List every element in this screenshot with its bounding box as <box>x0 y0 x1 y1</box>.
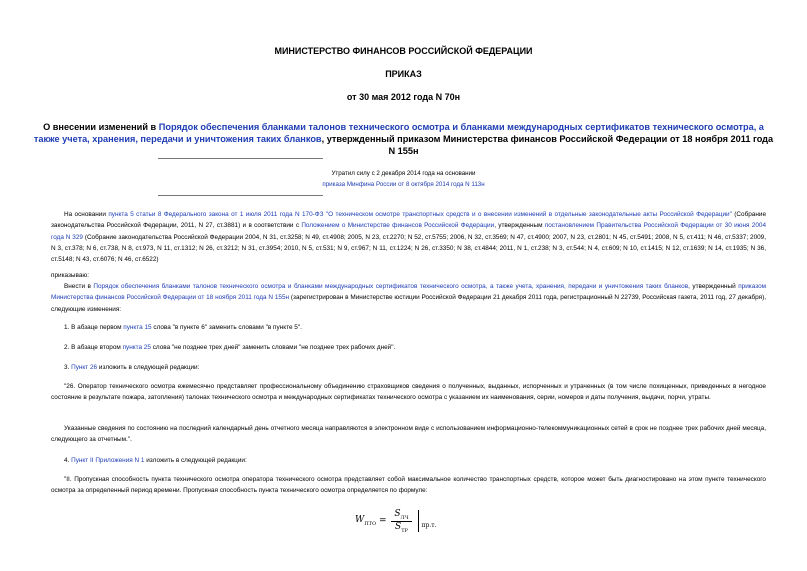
preamble-text-1: На основании <box>64 211 109 218</box>
doc-type-heading: ПРИКАЗ <box>385 69 422 79</box>
change3-text-2: изложить в следующей редакции: <box>97 364 200 371</box>
preamble-text-3: , утвержденным <box>494 222 545 230</box>
item1-link-procedure[interactable]: Порядок обеспечения бланками талонов технического осмотра и бланками международных сертификатов технического осмотра, а также учета, хранения, передачи и уничтожения таких бланков <box>93 283 689 290</box>
item1-link-order[interactable]: приказом Министерства финансов Российской Федерации от 18 ноября 2011 года N 155н <box>51 283 767 302</box>
item1-text-3: (зарегистрирован в Министерстве юстиции Российской Федерации 21 декабря 2011 года, регистрационный N 22739, Российская газета, 2011 год, 27 декабря), следующие изменения: <box>51 294 766 313</box>
change3-text-1: 3. <box>64 364 72 371</box>
repeal-note-link[interactable]: приказа Минфина России от 8 октября 2014 года N 113н <box>322 181 485 188</box>
capacity-formula: $W_{ПТО}$ = $\frac{S_{ЛЧ}}{S_{ТР}}$ пр.т. <box>355 509 437 534</box>
preamble-text-4: (Собрание законодательства Российской Федерации 2004, N 31, ст.3258; N 49, ст.4908; 2005, N 23, ст.2270; N 52, ст.5755; 2006, N 32, ст.3569; N 47, ст.4900; 2007, N 23, ст.2801; N 45, ст.5491; 2008, N 5, ст.411; N 46, ст.5337; 2009, N 3, ст.378; N 6, ст.738, N 8, ст.973, N 11, ст.1312; N 26, ст.3212; N 31, ст.3954; 2010, N 5, ст.531; N 9, ст.967; N 11, ст.1224; N 26, ст.3350; N 38, ст.4844; 2011, N 1, ст.238; N 3, ст.544; N 4, ст.609; N 10, ст.1415; N 12, ст.1639; N 14, ст.1935; N 36, ст.5148; N 43, ст.6076; N 46, ст.6522) <box>51 233 767 264</box>
quote26b-paragraph: Указанные сведения по состоянию на последний календарный день отчетного месяца направляются в электронном виде с использованием информационно-телекоммуникационных сетей в срок не позднее трех рабочих дней месяца, следующего за отчетным.". <box>51 425 766 444</box>
divider-top <box>158 158 323 159</box>
repeal-note-line1: Утратил силу с 2 декабря 2014 года на основании <box>331 170 476 177</box>
change1-text-1: 1. В абзаце первом <box>64 324 124 331</box>
item1-text-2: , утвержденный <box>688 283 739 290</box>
change2-text-1: 2. В абзаце втором <box>64 344 123 351</box>
change4-paragraph <box>51 455 766 466</box>
change2-text-2: слова "не позднее трех дней" заменить словами "не позднее трех рабочих дней". <box>150 344 396 351</box>
change2-link[interactable]: пункта 25 <box>122 344 151 351</box>
formula-lhs: $W_{ПТО}$ <box>355 515 377 528</box>
item1-paragraph <box>51 281 766 315</box>
change3-paragraph <box>51 362 766 373</box>
title-prefix: О внесении изменений в <box>43 122 159 132</box>
change4-link-item[interactable]: Пункт II <box>71 457 94 464</box>
title-suffix: , утвержденный приказом Министерства финансов Российской Федерации от 18 ноября 2011 года N 155н <box>321 134 774 156</box>
date-number-heading: от 30 мая 2012 года N 70н <box>346 92 461 102</box>
quote2-paragraph: "II. Пропускная способность пункта технического осмотра оператора технического осмотра представляет собой максимальное количество транспортных средств, которое может быть диагностировано на этом пункте технического осмотра за определенный период времени. Пропускная способность пункта технического осмотра определяется по формуле: <box>51 476 766 495</box>
preamble-link-regulation[interactable]: Положением о Министерстве финансов Российской Федерации <box>301 222 495 230</box>
preamble-paragraph <box>51 209 766 265</box>
item1-text-1: Внести в <box>64 283 94 290</box>
formula-condition: пр.т. <box>418 510 436 532</box>
preamble-link-law[interactable]: пункта 5 статьи 8 Федерального закона от 1 июля 2011 года N 170-ФЗ "О техническом осмотре транспортных средств и о внесении изменений в отдельные законодательные акты Российской Федерации" <box>108 211 732 218</box>
change1-link[interactable]: пункта 15 <box>123 324 152 331</box>
repeal-note <box>0 168 807 190</box>
change2-paragraph <box>51 342 766 353</box>
preamble-link-resolution[interactable]: постановлением Правительства Российской Федерации от 30 июня 2004 года N 329 <box>51 222 766 241</box>
divider-bottom <box>158 195 323 196</box>
quote26-paragraph: "26. Оператор технического осмотра ежемесячно представляет профессиональному объединению страховщиков сведения о полученных, выданных, испорченных и утраченных (в том числе похищенных, приведенных в негодное состояние в результате пожара, затопления) талонах технического осмотра и международных сертификатах технического осмотра с указанием их наименования, серии, номеров и даты получения, выдачи, порчи, утраты. <box>51 383 766 402</box>
change4-text-1: 4. <box>64 457 72 464</box>
order-word: приказываю: <box>51 272 89 279</box>
change3-link[interactable]: Пункт 26 <box>71 364 98 371</box>
change4-link-appendix[interactable]: Приложения N 1 <box>95 457 145 464</box>
change4-text-3: изложить в следующей редакции: <box>144 457 247 464</box>
ministry-heading: МИНИСТЕРСТВО ФИНАНСОВ РОССИЙСКОЙ ФЕДЕРАЦИИ <box>274 46 533 56</box>
document-title <box>30 121 777 157</box>
change1-paragraph <box>51 322 766 333</box>
change1-text-2: слова "в пункте 6" заменить словами "в пункте 5". <box>151 324 302 331</box>
title-link-procedure[interactable]: Порядок обеспечения бланками талонов технического осмотра и бланками международных сертификатов технического осмотра, а также учета, хранения, передачи и уничтожения таких бланков <box>33 122 764 144</box>
preamble-text-2: (Собрание законодательства Российской Федерации, 2011, N 27, ст.3881) и в соответствии с <box>51 211 767 230</box>
formula-fraction: $\frac{S_{ЛЧ}}{S_{ТР}}$ <box>391 509 411 534</box>
